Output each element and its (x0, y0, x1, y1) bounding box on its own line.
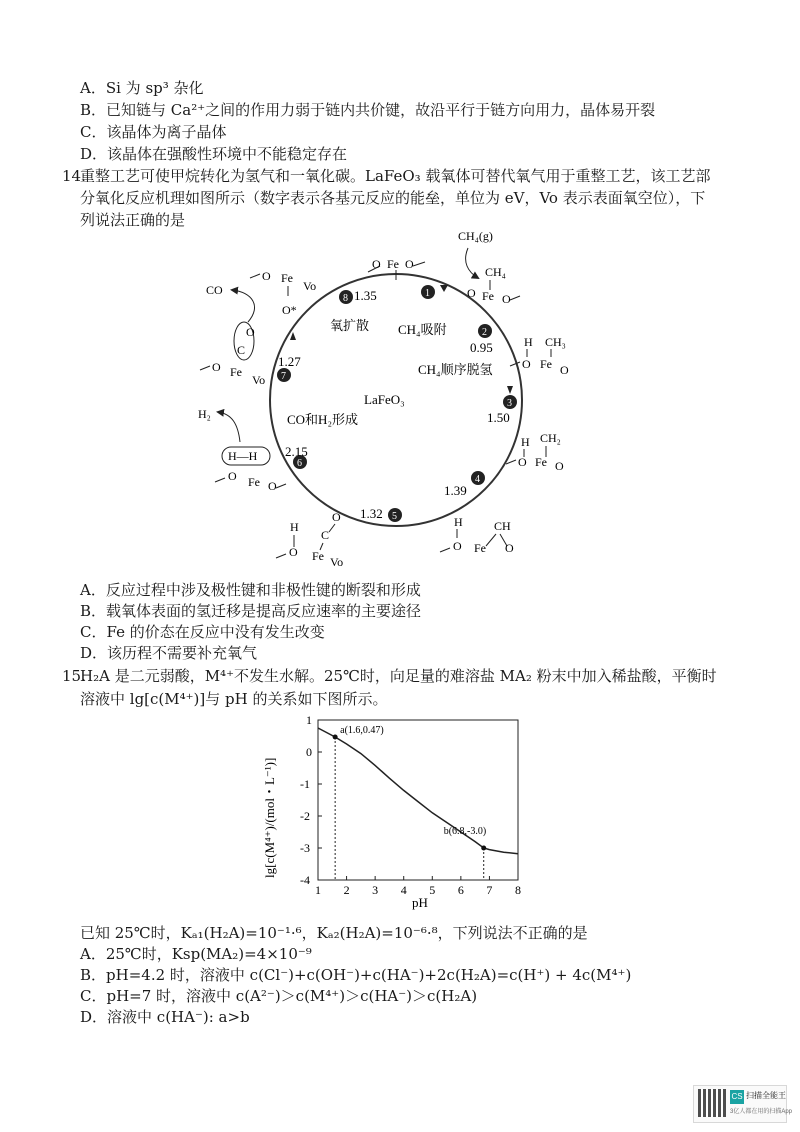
species-h-ch (440, 515, 514, 555)
svg-text:O*: O* (282, 303, 297, 317)
step-2-marker (478, 324, 492, 338)
cycle-arrow-icon (440, 285, 448, 292)
svg-text:O: O (289, 545, 298, 559)
x-tick-label: 7 (486, 883, 493, 897)
svg-text:Fe: Fe (248, 475, 260, 489)
svg-text:Fe: Fe (387, 257, 399, 271)
q13-option-a: A．Si 为 sp³ 杂化 (80, 79, 204, 97)
step-3-marker (503, 395, 517, 409)
barrier-step-5: 1.32 (360, 506, 383, 521)
step-2-number: 2 (482, 327, 487, 338)
annotated-points (333, 725, 487, 880)
h2-product: H₂ (198, 407, 211, 421)
scanner-badge (693, 1085, 793, 1123)
step-3-number: 3 (507, 398, 512, 409)
species-ch4-adsorbed (467, 265, 520, 306)
svg-text:CH₄: CH₄ (485, 265, 506, 279)
point-label: b(6.8,-3.0) (443, 826, 487, 837)
q15-option-d: D．溶液中 c(HA⁻): a>b (80, 1008, 250, 1026)
step-8-number: 8 (343, 293, 348, 304)
barrier-step-3: 1.50 (487, 410, 510, 425)
svg-text:O: O (228, 469, 237, 483)
svg-text:C: C (237, 343, 246, 357)
species-ostar-fe-vo (250, 269, 316, 317)
x-tick-label: 1 (315, 883, 321, 897)
step-4-number: 4 (475, 474, 480, 485)
species-hh-fe (215, 447, 286, 493)
point-label: a(1.6,0.47) (340, 724, 384, 736)
svg-text:O: O (467, 286, 476, 300)
svg-text:Fe: Fe (312, 549, 324, 563)
q14-stem-line-2: 分氧化反应机理如图所示（数字表示各基元反应的能垒，单位为 eV，Vo 表示表面氧空位），下 (80, 189, 706, 207)
step-7-marker (277, 368, 291, 382)
svg-text:H: H (524, 335, 533, 349)
svg-text:Fe: Fe (281, 271, 293, 285)
y-tick-label: -4 (300, 873, 310, 887)
q14-option-a: A．反应过程中涉及极性键和非极性键的断裂和形成 (80, 581, 421, 599)
y-tick-label: -1 (300, 777, 310, 791)
step-4-marker (471, 471, 485, 485)
svg-text:O: O (405, 257, 414, 271)
svg-text:Vo: Vo (330, 555, 344, 569)
label-ch4-dehydrogenation: CH₄顺序脱氢 (418, 362, 493, 377)
q13-option-b: B．已知链与 Ca²⁺之间的作用力弱于链内共价键，故沿平行于链方向用力，晶体易开裂 (80, 101, 656, 119)
barrier-step-8: 1.35 (354, 288, 377, 303)
q15-option-c: C．pH=7 时，溶液中 c(A²⁻)＞c(M⁴⁺)＞c(HA⁻)＞c(H₂A) (80, 987, 478, 1005)
svg-text:Vo: Vo (303, 279, 317, 293)
barrier-step-6: 2.15 (285, 444, 308, 459)
svg-text:H: H (290, 520, 299, 534)
svg-text:O: O (502, 292, 511, 306)
badge-subtitle: 3亿人都在用的扫描App (730, 1109, 793, 1115)
svg-text:O: O (522, 357, 531, 371)
x-axis-ticks (315, 876, 521, 897)
step-8-marker (339, 290, 353, 304)
step-1-number: 1 (425, 288, 430, 299)
ch4-gas-label: CH₄(g) (458, 229, 493, 243)
barrier-step-2: 0.95 (470, 340, 493, 355)
y-tick-label: 0 (306, 745, 312, 759)
svg-text:O: O (262, 269, 271, 283)
q13-option-d: D．该晶体在强酸性环境中不能稳定存在 (80, 145, 348, 163)
svg-text:O: O (505, 541, 514, 555)
x-tick-label: 3 (372, 883, 379, 897)
barrier-step-4: 1.39 (444, 483, 467, 498)
q14-option-b: B．载氧体表面的氢迁移是提高反应速率的主要途径 (80, 602, 422, 620)
x-tick-label: 2 (343, 883, 350, 897)
svg-text:O: O (332, 510, 341, 524)
svg-text:Fe: Fe (230, 365, 242, 379)
step-5-number: 5 (392, 511, 397, 522)
svg-text:Fe: Fe (540, 357, 552, 371)
label-oxygen-diffusion: 氧扩散 (330, 318, 370, 333)
svg-text:C: C (321, 528, 330, 542)
x-tick-label: 6 (457, 883, 464, 897)
qr-code-icon (698, 1089, 726, 1117)
cycle-arrow-icon (290, 332, 296, 340)
svg-text:H—H: H—H (228, 449, 258, 463)
step-5-marker (388, 508, 402, 522)
svg-text:Fe: Fe (482, 289, 494, 303)
badge-title: 扫描全能王 (746, 1091, 786, 1100)
y-axis-label: lg[c(M⁴⁺)/(mol・L⁻¹)] (262, 757, 277, 878)
svg-text:Fe: Fe (535, 455, 547, 469)
svg-text:O: O (555, 459, 564, 473)
data-point-marker (333, 734, 338, 739)
svg-text:CH: CH (494, 519, 511, 533)
species-co-fe-vo (200, 322, 265, 387)
label-ch4-adsorption: CH₄吸附 (398, 322, 447, 337)
y-axis-ticks (300, 713, 322, 887)
svg-text:CH₂: CH₂ (540, 431, 561, 445)
species-h-ch2 (506, 431, 564, 473)
q13-option-c: C．该晶体为离子晶体 (80, 123, 227, 141)
step-6-number: 6 (297, 458, 302, 469)
q15-stem-line-2: 溶液中 lg[c(M⁴⁺)]与 pH 的关系如下图所示。 (80, 690, 388, 708)
q15-number: 15. (62, 667, 86, 685)
svg-text:Vo: Vo (252, 373, 266, 387)
label-co-h2-formation: CO和H₂形成 (287, 412, 358, 427)
svg-text:O: O (560, 363, 569, 377)
label-center-lafeo3: LaFeO₃ (364, 392, 405, 407)
y-tick-label: -2 (300, 809, 310, 823)
x-axis-label: pH (412, 895, 428, 910)
q15-given: 已知 25℃时，Kₐ₁(H₂A)=10⁻¹·⁶，Kₐ₂(H₂A)=10⁻⁶·⁸，下列说法不正确的是 (80, 924, 588, 942)
lg-c-vs-ph-chart (250, 710, 550, 910)
q14-option-c: C．Fe 的价态在反应中没有发生改变 (80, 623, 325, 641)
q15-stem-line-1: H₂A 是二元弱酸，M⁴⁺不发生水解。25℃时，向足量的难溶盐 MA₂ 粉末中加入稀盐酸，平衡时 (80, 667, 717, 685)
q14-stem-line-1: 重整工艺可使甲烷转化为氢气和一氧化碳。LaFeO₃ 载氧体可替代氧气用于重整工艺，该工艺部 (80, 167, 711, 185)
chart-plot-frame (318, 720, 518, 880)
svg-text:O: O (268, 479, 277, 493)
svg-text:O: O (518, 455, 527, 469)
co-product: CO (206, 283, 223, 297)
svg-text:Fe: Fe (474, 541, 486, 555)
svg-text:H: H (454, 515, 463, 529)
step-7-number: 7 (281, 371, 286, 382)
svg-text:O: O (212, 360, 221, 374)
q14-option-d: D．该历程不需要补充氧气 (80, 644, 258, 662)
data-point-marker (481, 846, 486, 851)
x-tick-label: 8 (515, 883, 521, 897)
q14-stem-line-3: 列说法正确的是 (80, 211, 186, 229)
species-h-co-vo (276, 510, 343, 569)
svg-text:CH₃: CH₃ (545, 335, 566, 349)
q15-option-b: B．pH=4.2 时，溶液中 c(Cl⁻)+c(OH⁻)+c(HA⁻)+2c(H₂A)=c(H⁺) + 4c(M⁴⁺) (80, 966, 632, 984)
svg-text:H: H (521, 435, 530, 449)
y-tick-label: 1 (306, 713, 312, 727)
svg-text:O: O (453, 539, 462, 553)
svg-text:O: O (246, 325, 255, 339)
svg-text:O: O (372, 257, 381, 271)
x-tick-label: 5 (429, 883, 436, 897)
cs-logo: CS (730, 1090, 744, 1104)
series-curve (318, 728, 518, 854)
y-tick-label: -3 (300, 841, 310, 855)
step-1-marker (421, 285, 435, 299)
q15-option-a: A．25℃时，Ksp(MA₂)=4×10⁻⁹ (80, 945, 312, 963)
barrier-step-7: 1.27 (278, 354, 301, 369)
q14-number: 14. (62, 167, 86, 185)
x-tick-label: 4 (400, 883, 407, 897)
cycle-arrow-icon (507, 386, 513, 394)
